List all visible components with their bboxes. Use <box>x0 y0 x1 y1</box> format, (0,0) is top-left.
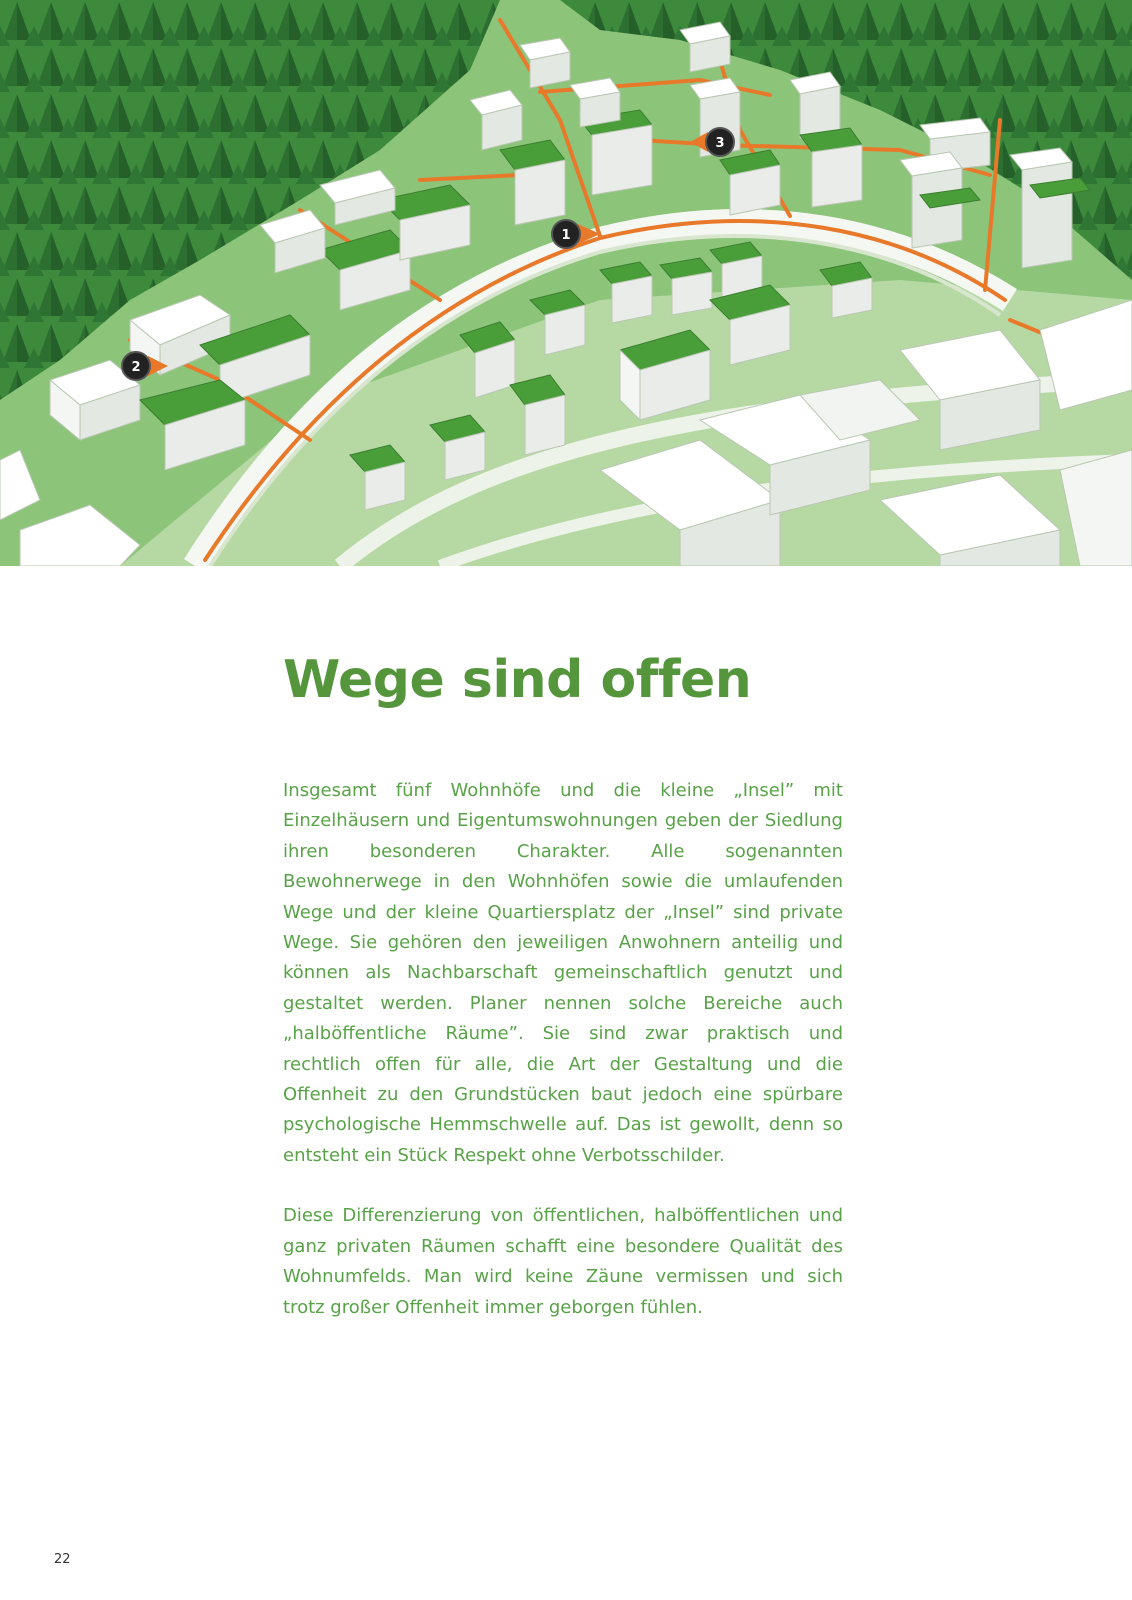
page-number: 22 <box>54 1552 71 1567</box>
settlement-illustration <box>0 0 1132 566</box>
paragraph-2: Diese Differenzierung von öffentlichen, halböffentlichen und ganz privaten Räumen schafft eine besondere Qualität des Wohnumfelds. Man wird keine Zäune vermissen und sich trotz großer Offenheit immer geborgen fühlen. <box>283 1205 843 1318</box>
page-title: Wege sind offen <box>283 650 752 710</box>
body-text <box>283 776 843 1323</box>
marker-3-label: 3 <box>715 136 725 151</box>
marker-2-label: 2 <box>131 360 141 375</box>
aerial-map-graphic <box>0 0 1132 566</box>
paragraph-1: Insgesamt fünf Wohnhöfe und die kleine „Insel” mit Einzelhäusern und Eigentumswohnungen geben der Siedlung ihren besonderen Charakter. Alle sogenannten Bewohnerwege in den Wohnhöfen sowie die umlaufenden Wege und der kleine Quartiersplatz der „Insel” sind private Wege. Sie gehören den jeweiligen Anwohnern anteilig und können als Nachbarschaft gemeinschaftlich genutzt und gestaltet werden. Planer nennen solche Bereiche auch „halböffentliche Räume”. Sie sind zwar praktisch und rechtlich offen für alle, die Art der Gestaltung und die Offenheit zu den Grundstücken baut jedoch eine spürbare psychologische Hemmschwelle auf. Das ist gewollt, denn so entsteht ein Stück Respekt ohne Verbotsschilder. <box>283 780 843 1166</box>
marker-1-label: 1 <box>561 228 571 243</box>
